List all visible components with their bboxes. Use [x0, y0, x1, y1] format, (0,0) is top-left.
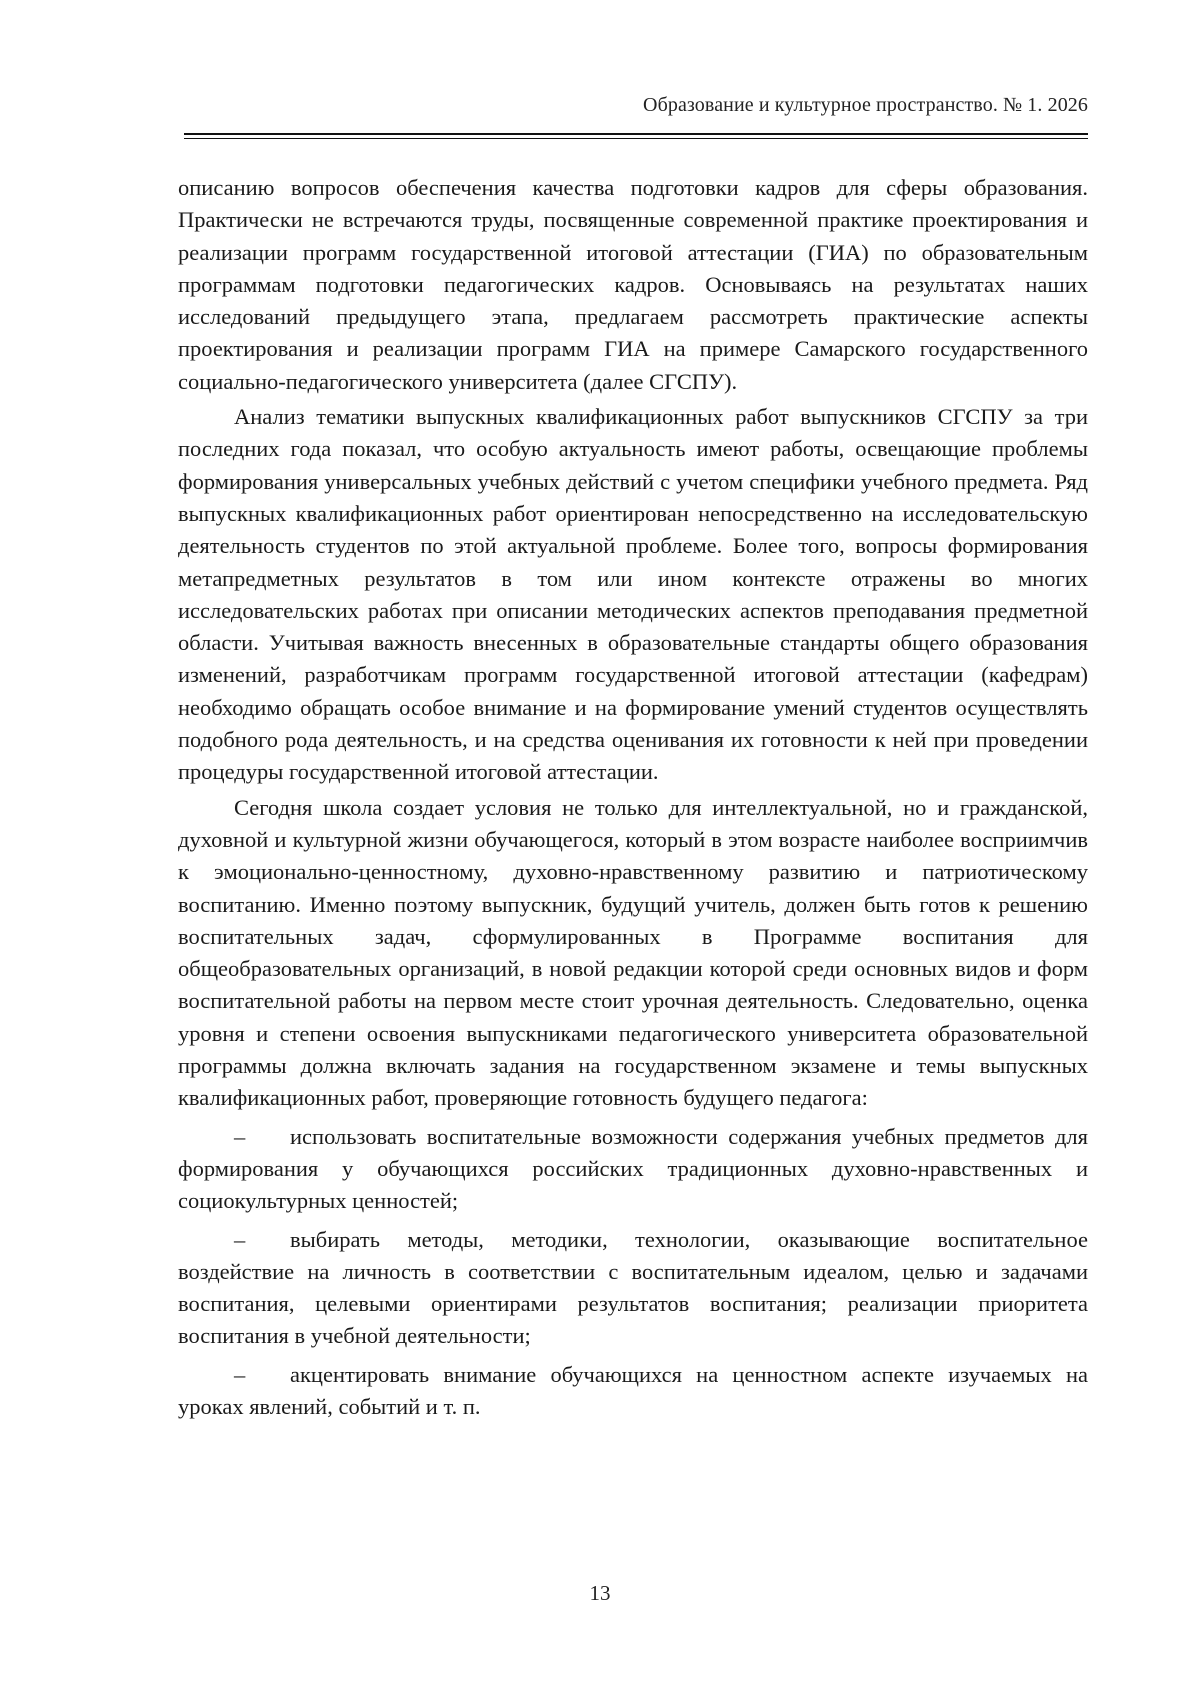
- paragraph: Сегодня школа создает условия не только для интеллектуальной, но и гражданской, духовной и культурной жизни обучающегося, который в этом возрасте наиболее восприимчив к эмоционально-ценностному, духовно-нравственному развитию и патриотическому воспитанию. Именно поэтому выпускник, будущий учитель, должен быть готов к решению воспитательных задач, сформулированных в Программе воспитания для общеобразовательных организаций, в новой редакции которой среди основных видов и форм воспитательной работы на первом месте стоит урочная деятельность. Следовательно, оценка уровня и степени освоения выпускниками педагогического университета образовательной программы должна включать задания на государственном экзамене и темы выпускных квалификационных работ, проверяющие готовность будущего педагога:: [178, 794, 1088, 1111]
- list-item: [178, 1224, 1088, 1353]
- header-rule-thick: [184, 133, 1088, 135]
- header-rule-thin: [184, 138, 1088, 139]
- list-dash: –: [234, 1361, 246, 1387]
- list-item: [178, 1359, 1088, 1424]
- list-item-text: выбирать методы, методики, технологии, оказывающие воспитательное воздействие на личность в соответствии с воспитательным идеалом, целью и задачами воспитания, целевыми ориентирами результатов воспитания; реализации приоритета воспитания в учебной деятельности;: [178, 1226, 1088, 1349]
- list-item-text: акцентировать внимание обучающихся на ценностном аспекте изучаемых на уроках явлений, событий и т. п.: [178, 1361, 1088, 1419]
- list-dash: –: [234, 1226, 246, 1252]
- article-body: [178, 172, 1088, 1423]
- list-dash: –: [234, 1123, 246, 1149]
- list-item: [178, 1121, 1088, 1218]
- paragraph-continuation: описанию вопросов обеспечения качества подготовки кадров для сферы образования. Практически не встречаются труды, посвященные современной практике проектирования и реализации программ государственной итоговой аттестации (ГИА) по образовательным программам подготовки педагогических кадров. Основываясь на результатах наших исследований предыдущего этапа, предлагаем рассмотреть практические аспекты проектирования и реализации программ ГИА на примере Самарского государственного социально-педагогического университета (далее СГСПУ).: [178, 175, 1088, 394]
- list-item-text: использовать воспитательные возможности содержания учебных предметов для формирования у обучающихся российских традиционных духовно-нравственных и социокультурных ценностей;: [178, 1123, 1088, 1214]
- paragraph: Анализ тематики выпускных квалификационных работ выпускников СГСПУ за три последних года показал, что особую актуальность имеют работы, освещающие проблемы формирования универсальных учебных действий с учетом специфики учебного предмета. Ряд выпускных квалификационных работ ориентирован непосредственно на исследовательскую деятельность студентов по этой актуальной проблеме. Более того, вопросы формирования метапредметных результатов в том или ином контексте отражены во многих исследовательских работах при описании методических аспектов преподавания предметной области. Учитывая важность внесенных в образовательные стандарты общего образования изменений, разработчикам программ государственной итоговой аттестации (кафедрам) необходимо обращать особое внимание и на формирование умений студентов осуществлять подобного рода деятельность, и на средства оценивания их готовности к ней при проведении процедуры государственной итоговой аттестации.: [178, 404, 1088, 785]
- running-header: Образование и культурное пространство. № 1. 2026: [643, 94, 1088, 116]
- page-number: 13: [589, 1581, 611, 1605]
